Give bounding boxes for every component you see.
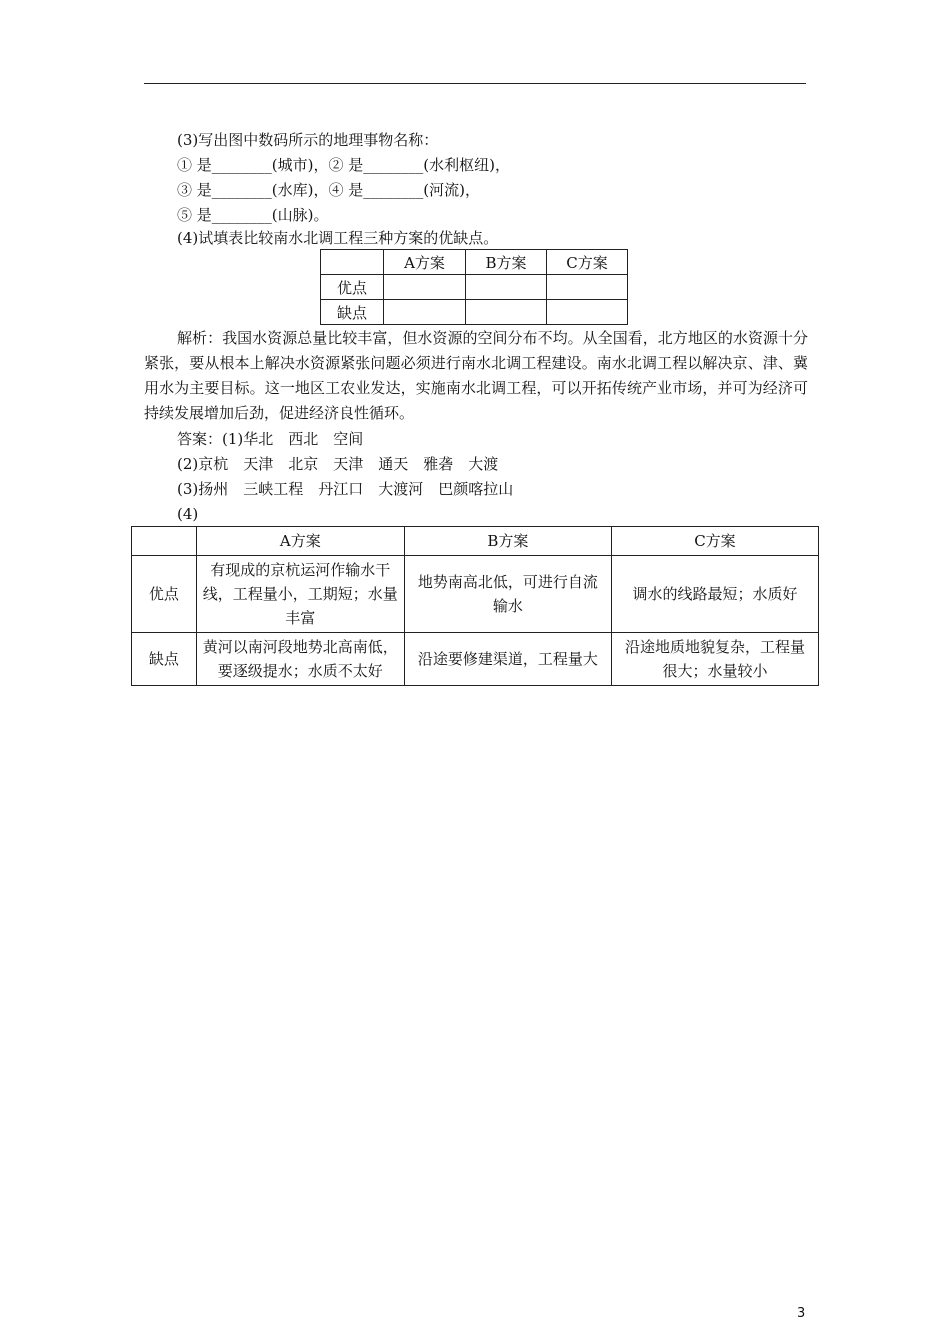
q3-prompt: (3)写出图中数码所示的地理事物名称： (177, 131, 439, 149)
answer-row-label: 缺点 (132, 633, 197, 686)
blank-table-row-label: 优点 (321, 275, 384, 300)
answer-3: (3)扬州 三峡工程 丹江口 大渡河 巴颜喀拉山 (177, 480, 514, 498)
answer-cell: 地势南高北低，可进行自流输水 (404, 556, 611, 633)
answer-2: (2)京杭 天津 北京 天津 通天 雅砻 大渡 (177, 455, 499, 473)
table-row (132, 633, 819, 686)
answer-cell: 调水的线路最短；水质好 (611, 556, 818, 633)
answer-row-label: 优点 (132, 556, 197, 633)
answer-cell: 有现成的京杭运河作输水干线，工程量小，工期短；水量丰富 (196, 556, 404, 633)
blank-cell (547, 275, 628, 300)
blank-cell (384, 300, 466, 325)
q3-line-3: ⑤ 是________(山脉)。 (177, 206, 329, 224)
blank-table-header-b: B方案 (466, 250, 547, 275)
answer-table-corner (132, 527, 197, 556)
q3-line-2: ③ 是________(水库)，④ 是________(河流)， (177, 181, 480, 199)
blank-cell (466, 300, 547, 325)
blank-cell (547, 300, 628, 325)
answer-comparison-table (131, 526, 819, 686)
analysis-paragraph (144, 326, 808, 426)
table-row (132, 556, 819, 633)
answer-1: 答案：(1)华北 西北 空间 (177, 430, 364, 448)
analysis-text: 解析：我国水资源总量比较丰富，但水资源的空间分布不均。从全国看，北方地区的水资源十分紧张，要从根本上解决水资源紧张问题必须进行南水北调工程建设。南水北调工程以解决京、津、冀用水为主要目标。这一地区工农业发达，实施南水北调工程，可以开拓传统产业市场，并可为经济可持续发展增加后劲，促进经济良性循环。 (144, 329, 808, 422)
page-number: 3 (797, 1306, 806, 1321)
blank-cell (384, 275, 466, 300)
answer-table-header-a: A方案 (196, 527, 404, 556)
blank-cell (466, 275, 547, 300)
q4-prompt: (4)试填表比较南水北调工程三种方案的优缺点。 (177, 229, 499, 247)
blank-table-row-label: 缺点 (321, 300, 384, 325)
answer-cell: 沿途要修建渠道，工程量大 (404, 633, 611, 686)
answer-table-header-c: C方案 (611, 527, 818, 556)
blank-table-header-c: C方案 (547, 250, 628, 275)
answer-4: (4) (177, 505, 199, 523)
answer-table-header-b: B方案 (404, 527, 611, 556)
blank-table-corner (321, 250, 384, 275)
blank-comparison-table (320, 249, 628, 325)
answer-cell: 黄河以南河段地势北高南低，要逐级提水；水质不太好 (196, 633, 404, 686)
q3-line-1: ① 是________(城市)，② 是________(水利枢纽)， (177, 156, 510, 174)
answer-cell: 沿途地质地貌复杂，工程量很大；水量较小 (611, 633, 818, 686)
header-rule (144, 83, 806, 84)
blank-table-header-a: A方案 (384, 250, 466, 275)
